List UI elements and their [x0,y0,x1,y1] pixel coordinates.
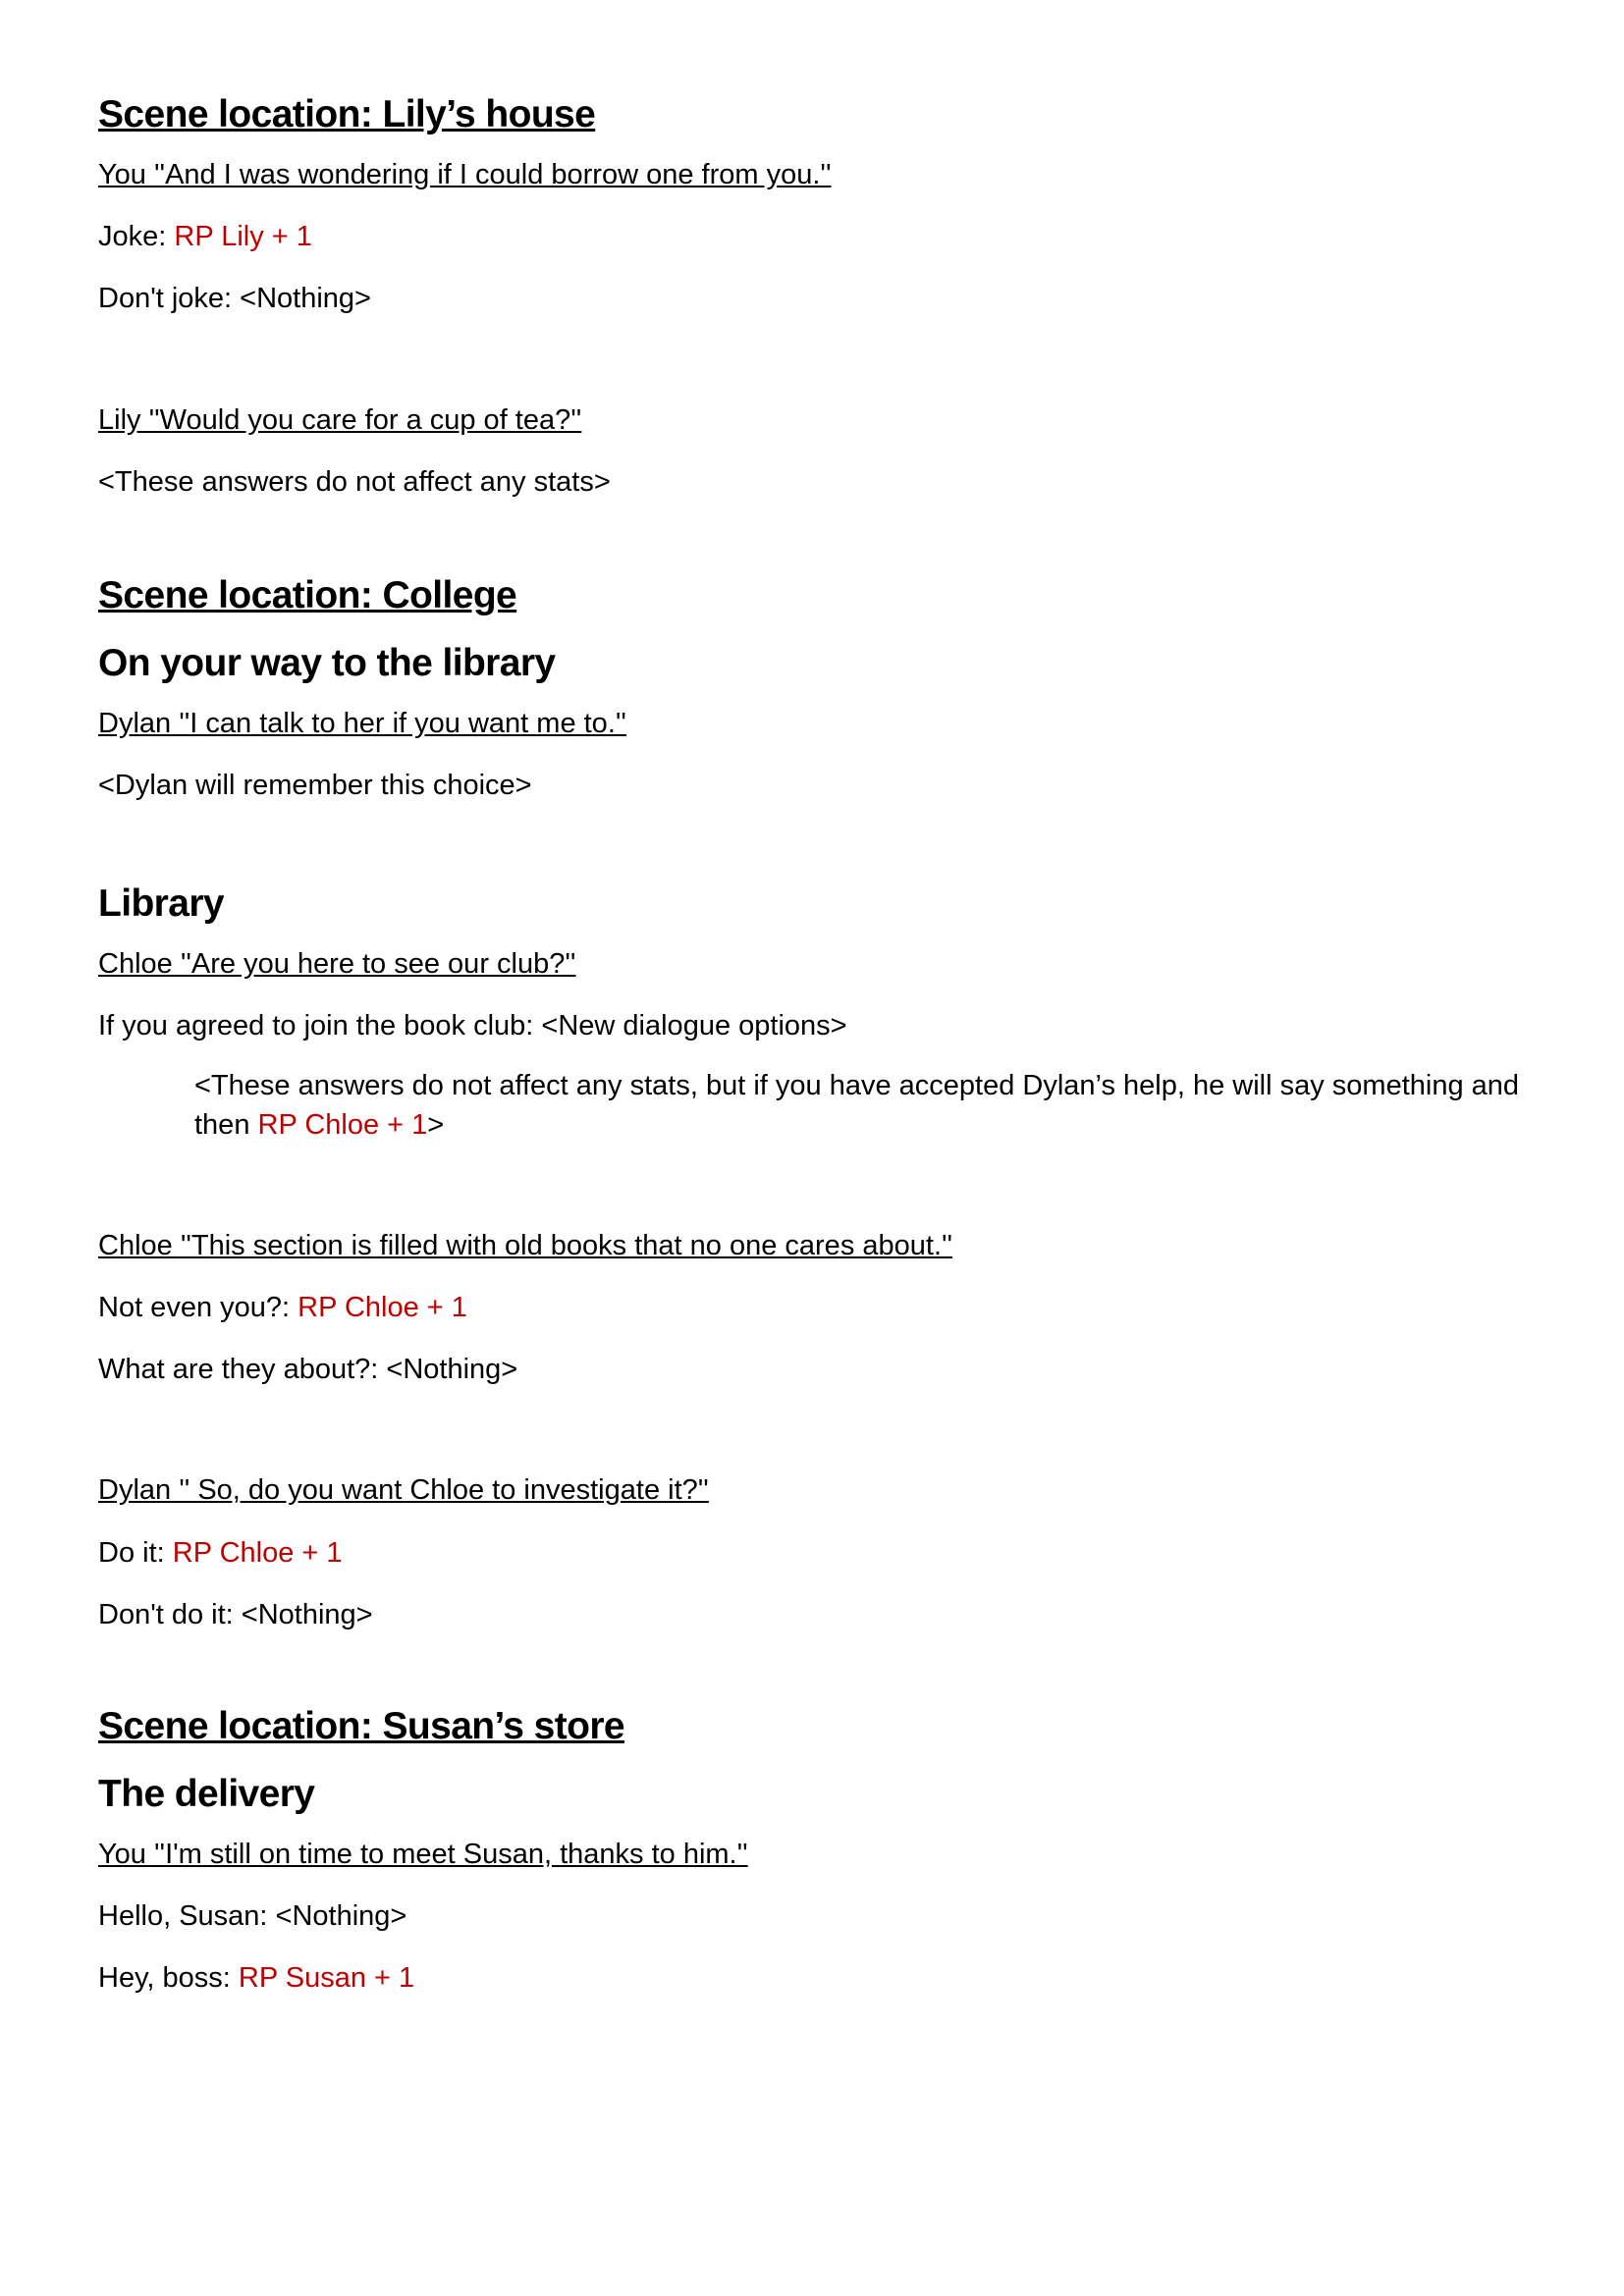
stat-effect: RP Chloe + 1 [298,1291,467,1323]
option-label: Not even you?: [98,1291,298,1323]
dialogue-chloe-club: Chloe ''Are you here to see our club?'' [98,948,576,981]
stat-effect: RP Susan + 1 [238,1962,415,1995]
dialogue-chloe-old-books: Chloe ''This section is filled with old books that no one cares about.'' [98,1229,953,1261]
subheading-way-to-library: On your way to the library [98,641,556,684]
dialogue-you-on-time: You ''I'm still on time to meet Susan, thanks to him.'' [98,1838,748,1870]
dialogue-lily-tea: Lily ''Would you care for a cup of tea?'' [98,403,582,436]
note-dylan-remember: <Dylan will remember this choice> [98,770,532,802]
option-do-it [98,1535,1532,1571]
option-label: Joke: [98,221,175,253]
dialogue-dylan-talk: Dylan ''I can talk to her if you want me to.'' [98,707,626,739]
subheading-library: Library [98,882,225,926]
option-dont-do-it: Don't do it: <Nothing> [98,1598,373,1630]
dialogue-dylan-investigate: Dylan '' So, do you want Chloe to investigate it?'' [98,1474,709,1507]
option-hey-boss [98,1960,1532,1996]
dialogue-you-borrow: You ''And I was wondering if I could borrow one from you.'' [98,158,832,190]
note-book-club: If you agreed to join the book club: <New dialogue options> [98,1010,847,1042]
option-joke [98,219,1532,254]
stat-effect: RP Chloe + 1 [257,1108,428,1141]
indent-end: > [427,1108,445,1141]
heading-college: Scene location: College [98,574,517,617]
option-hello-susan: Hello, Susan: <Nothing> [98,1900,407,1933]
option-not-even-you [98,1290,1532,1325]
option-label: Do it: [98,1536,173,1569]
stat-effect: RP Lily + 1 [174,221,312,253]
stat-effect: RP Chloe + 1 [172,1536,343,1569]
heading-lily-house: Scene location: Lily’s house [98,93,596,135]
note-indented [98,1066,1532,1145]
option-label: Hey, boss: [98,1962,239,1995]
option-dont-joke: Don't joke: <Nothing> [98,283,371,315]
option-what-about: What are they about?: <Nothing> [98,1354,518,1386]
subheading-delivery: The delivery [98,1773,315,1815]
document-page [98,93,1532,1997]
heading-susan-store: Scene location: Susan’s store [98,1705,624,1748]
note-no-stats: <These answers do not affect any stats> [98,465,611,498]
indent-text: <These answers do not affect any stats, but if you have accepted Dylan’s help, he will say something and then [194,1069,1520,1141]
